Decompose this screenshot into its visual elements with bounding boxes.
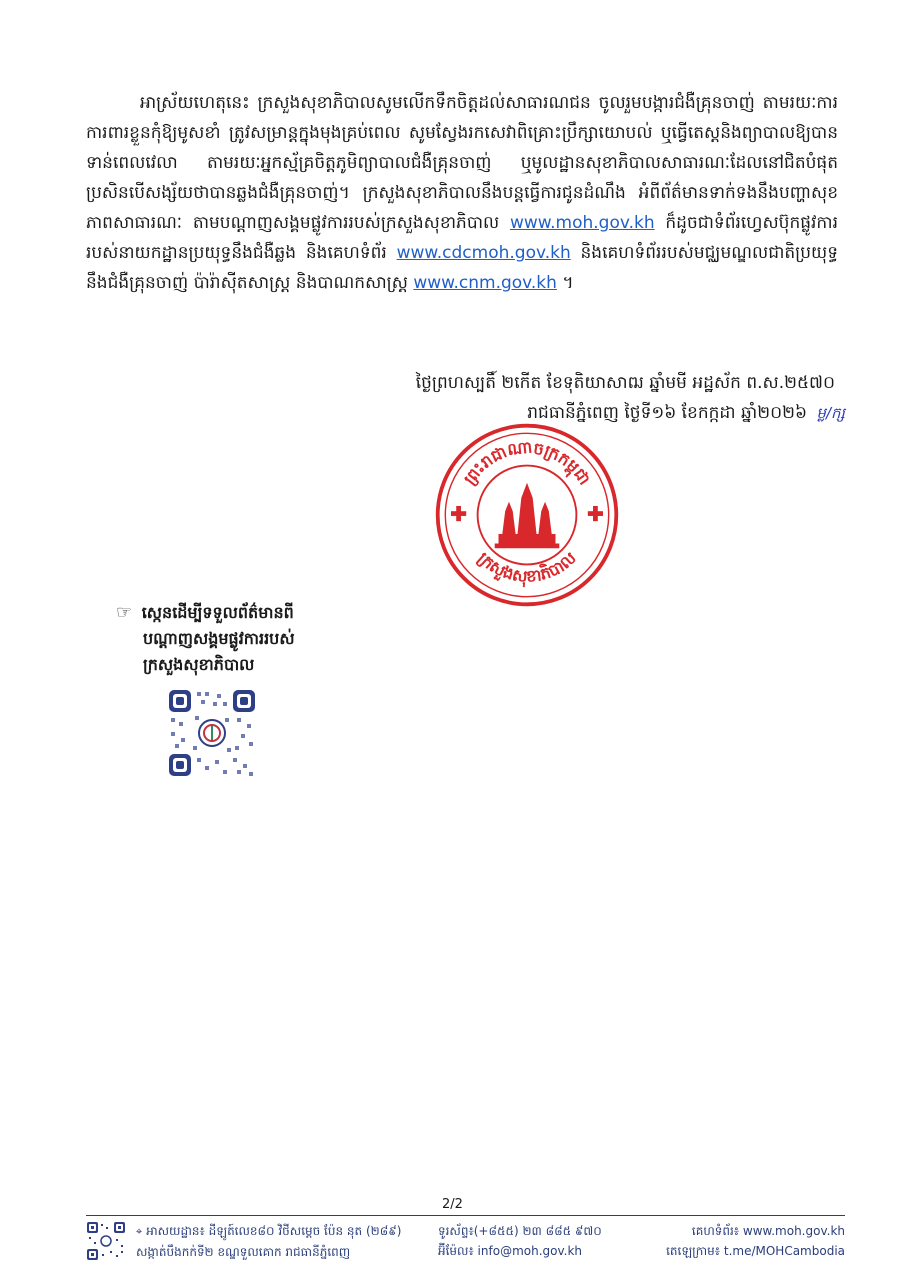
seal-bottom-text: ក្រសួងសុខាភិបាល [474,548,580,586]
paragraph-part3: និងគេហទំព័ររបស់មជ្ឈមណ្ឌលជាតិប្រយុទ្ធនឹងជំងឺគ្រុនចាញ់ ប៉ារ៉ាស៊ីតសាស្ត្រ និងបាណកសាស្ត្រ [86,243,839,293]
footer-email[interactable]: អ៊ីម៉ែល៖ info@moh.gov.kh [438,1244,583,1258]
address-line1: អាសយដ្ឋាន៖ ដីឡូត៍លេខ៨០ វិថីសម្តេច ប៉ែន នុត (២៨៩) [146,1224,402,1238]
pointing-hand-icon: ☞ [116,602,133,623]
ministry-seal [432,420,622,610]
body-paragraph [86,88,838,298]
paragraph-part1: អាស្រ័យហេតុនេះ ក្រសួងសុខាភិបាលសូមលើកទឹកចិត្តដល់សាធារណជន ចូលរួមបង្ការជំងឺគ្រុនចាញ់ តាមរយៈការការពារខ្លួនកុំឱ្យមូសខាំ ត្រូវសម្រាន្តក្នុងមុងគ្រប់ពេល សូមស្វែងរកសេវាពិគ្រោះប្រឹក្សាយោបល់ ឬធ្វើតេស្តនិងព្យាបាលឱ្យបានទាន់ពេលវេលា តាមរយៈអ្នកស្ម័គ្រចិត្តភូមិព្យាបាលជំងឺគ្រុនចាញ់ ឬមូលដ្ឋានសុខាភិបាលសាធារណៈដែលនៅជិតបំផុត ប្រសិនបើសង្ស័យថាបានឆ្លងជំងឺគ្រុនចាញ់។ ក្រសួងសុខាភិបាលនឹងបន្តធ្វើការជូនដំណឹង អំពីព័ត៌មានទាក់ទងនឹងបញ្ហាសុខភាពសាធារណៈ តាមបណ្តាញសង្គមផ្លូវការរបស់ក្រសួងសុខាភិបាល [86,93,838,233]
footer-telegram[interactable]: តេឡេក្រាម៖ t.me/MOHCambodia [666,1244,845,1258]
svg-text:ក្រសួងសុខាភិបាល [474,548,580,588]
red-cross-right-icon [588,506,603,521]
footer [86,1221,845,1271]
seal-top-text: ព្រះរាជាណាចក្រកម្ពុជា [459,437,595,489]
scan-instructions [116,600,356,678]
location-pin-icon: ⌖ [136,1225,143,1238]
footer-contact [438,1221,602,1261]
footer-qr-code-icon[interactable] [86,1221,126,1261]
footer-phone: ទូរស័ព្ទ៖(+៨៥៥) ២៣ ៨៨៥ ៩៧០ [438,1224,602,1238]
page-number: 2/2 [442,1197,463,1212]
solar-date: រាជធានីភ្នំពេញ ថ្ងៃទី១៦ ខែកក្កដា ឆ្នាំ២០២៦ [527,403,808,423]
footer-website[interactable]: គេហទំព័រ៖ www.moh.gov.kh [691,1224,845,1238]
footer-online [666,1221,845,1261]
red-cross-left-icon [451,506,466,521]
cnm-website-link[interactable]: www.cnm.gov.kh [413,273,557,293]
footer-divider [86,1215,845,1216]
address-line2: សង្កាត់បឹងកក់ទី២ ខណ្ឌទួលគោក រាជធានីភ្នំពេញ [136,1245,351,1259]
svg-text:ព្រះរាជាណាចក្រកម្ពុជា [460,437,595,488]
cdcmoh-website-link[interactable]: www.cdcmoh.gov.kh [396,243,571,263]
paragraph-end: ។ [562,273,574,293]
lunar-date: ថ្ងៃព្រហស្បតិ៍ ២កើត ខែទុតិយាសាឍ ឆ្នាំមមី អដ្ឋស័ក ព.ស.២៥៧០ [415,373,835,393]
social-media-qr-code-icon[interactable] [167,688,257,778]
angkor-temple-icon [495,483,560,549]
handwritten-initials: ម្ល/ក្ស [816,404,845,422]
scan-line1: ស្កេនដើម្បីទទួលព័ត៌មានពី [141,603,294,622]
scan-line2: បណ្តាញសង្គមផ្លូវការរបស់ [143,629,295,648]
moh-website-link[interactable]: www.moh.gov.kh [509,213,655,233]
footer-address [136,1221,401,1262]
paragraph-part2: ក៏ដូចជាទំព័រហ្វេសប៊ុកផ្លូវការរបស់នាយកដ្ឋានប្រយុទ្ធនឹងជំងឺឆ្លង និងគេហទំព័រ [86,213,839,263]
scan-line3: ក្រសួងសុខាភិបាល [143,655,255,674]
